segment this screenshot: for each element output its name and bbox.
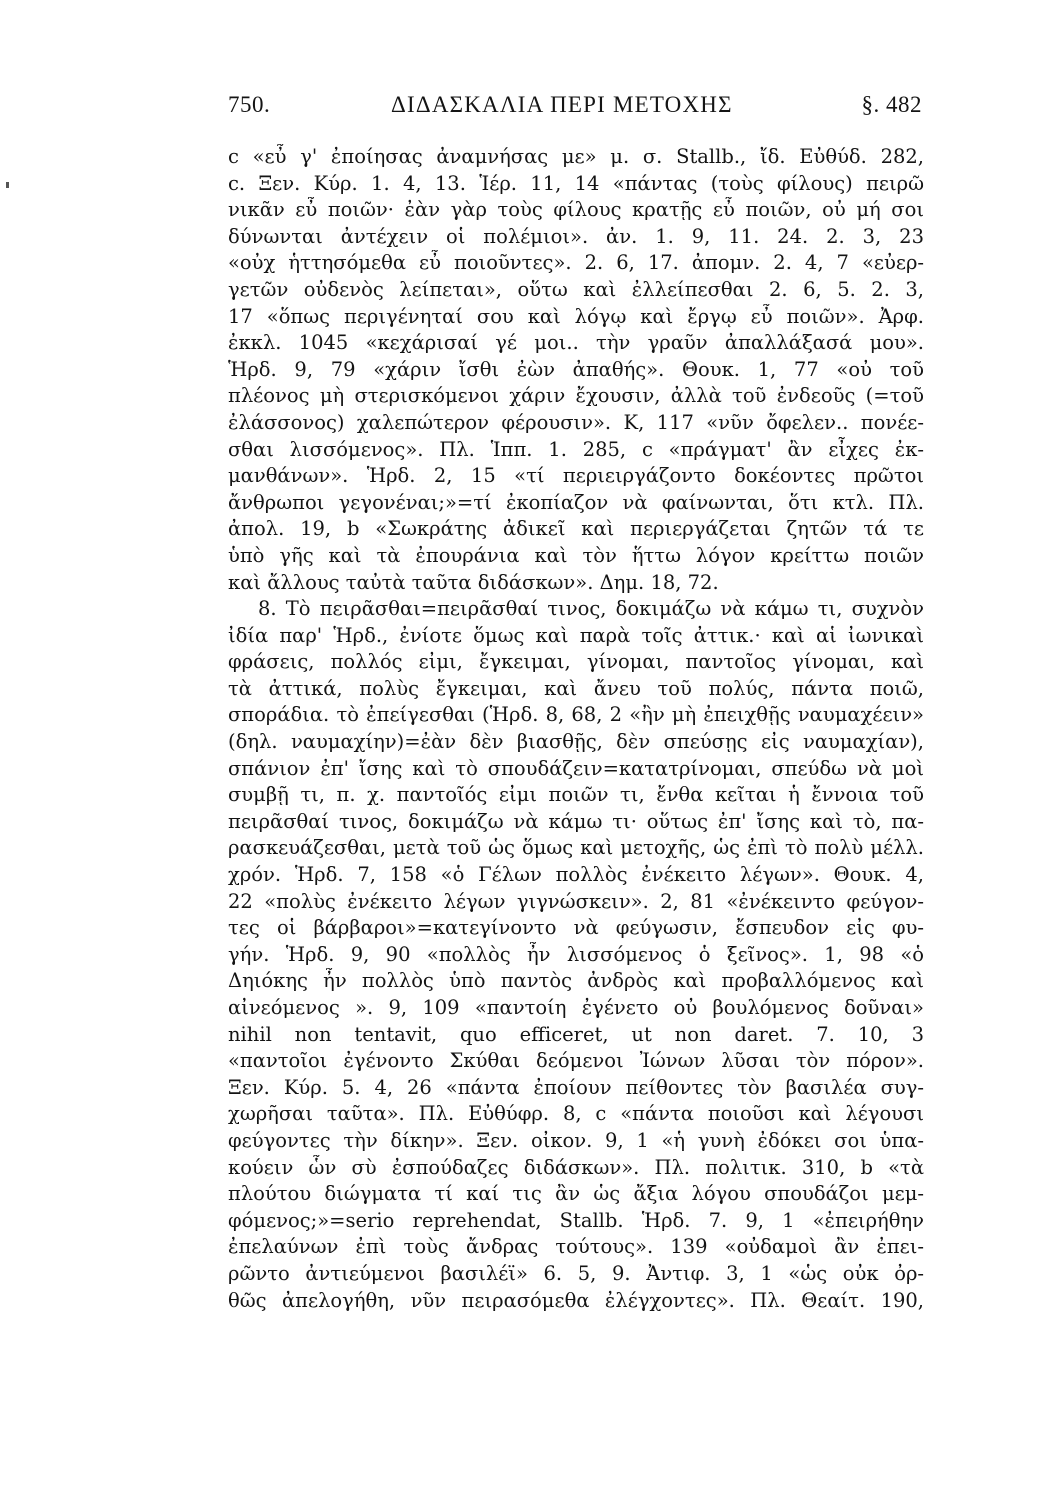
text-line: ἀπολ. 19, b «Σωκράτης ἀδικεῖ καὶ περιεργάζεται ζητῶν τά τε	[228, 517, 924, 541]
text-line: πλούτου διώγματα τί καί τις ἂν ὡς ἄξια λόγου σπουδάζοι μεμ-	[228, 1182, 924, 1206]
text-line: ἐπελαύνων ἐπὶ τοὺς ἄνδρας τούτους». 139 «οὐδαμοὶ ἂν ἐπει-	[228, 1235, 924, 1259]
page-number: 750.	[228, 92, 271, 117]
text-line: γήν. Ἡρδ. 9, 90 «πολλὸς ἦν λισσόμενος ὁ ξεῖνος». 1, 98 «ὁ	[228, 942, 924, 966]
text-line: «παντοῖοι ἐγένοντο Σκύθαι δεόμενοι Ἰώνων λῦσαι τὸν πόρον».	[228, 1049, 924, 1073]
text-line: c. Ξεν. Κύρ. 1. 4, 13. Ἱέρ. 11, 14 «πάντας (τοὺς φίλους) πειρῶ	[228, 171, 924, 195]
text-line: ἐκκλ. 1045 «κεχάρισαί γέ μοι.. τὴν γραῦν ἀπαλλάξασά μου».	[228, 331, 924, 355]
text-line: ἄνθρωποι γεγονέναι;»=τί ἐκοπίαζον νὰ φαίνωνται, ὅτι κτλ. Πλ.	[228, 490, 924, 514]
text-line: 17 «ὅπως περιγένηταί σου καὶ λόγῳ καὶ ἔργῳ εὖ ποιῶν». Ἀρφ.	[228, 304, 924, 328]
text-line: θῶς ἀπελογήθη, νῦν πειρασόμεθα ἐλέγχοντες». Πλ. Θεαίτ. 190,	[228, 1288, 924, 1312]
text-line	[228, 1314, 924, 1341]
text-line: ρῶντο ἀντιεύμενοι βασιλέϊ» 6. 5, 9. Ἀντιφ. 3, 1 «ὡς οὐκ ὀρ-	[228, 1261, 924, 1285]
text-line: συμβῇ τι, π. χ. παντοῖός εἰμι ποιῶν τι, ἔνθα κεῖται ἡ ἔννοια τοῦ	[228, 783, 924, 807]
text-line: μανθάνων». Ἡρδ. 2, 15 «τί περιειργάζοντο δοκέοντες πρῶτοι	[228, 464, 924, 488]
running-header	[228, 92, 922, 128]
body-text	[228, 144, 924, 1341]
text-line: 22 «πολὺς ἐνέκειτο λέγων γιγνώσκειν». 2, 81 «ἐνέκειντο φεύγον-	[228, 889, 924, 913]
text-line: γετῶν οὐδενὸς λείπεται», οὕτω καὶ ἐλλείπεσθαι 2. 6, 5. 2. 3,	[228, 277, 924, 301]
text-line: καὶ ἄλλους ταὐτὰ ταῦτα διδάσκων». Δημ. 18, 72.	[228, 570, 719, 594]
text-line: σπάνιον ἐπ' ἴσης καὶ τὸ σπουδάζειν=κατατρίνομαι, σπεύδω νὰ μοὶ	[228, 756, 924, 780]
text-line: Δηιόκης ἦν πολλὸς ὑπὸ παντὸς ἀνδρὸς καὶ προβαλλόμενος καὶ	[228, 969, 924, 993]
text-line: φεύγοντες τὴν δίκην». Ξεν. οἰκον. 9, 1 «ἡ γυνὴ ἐδόκει σοι ὑπα-	[228, 1128, 924, 1152]
text-line: κούειν ὧν σὺ ἐσπούδαζες διδάσκων». Πλ. πολιτικ. 310, b «τὰ	[228, 1155, 924, 1179]
text-line: πειρᾶσθαί τινος, δοκιμάζω νὰ κάμω τι· οὕτως ἐπ' ἴσης καὶ τὸ, πα-	[228, 809, 924, 833]
paragraph-start-line: 8. Τὸ πειρᾶσθαι=πειρᾶσθαί τινος, δοκιμάζω νὰ κάμω τι, συχνὸν	[258, 597, 924, 621]
text-line: nihil non tentavit, quo efficeret, ut non daret. 7. 10, 3	[228, 1022, 924, 1046]
text-line: ἰδία παρ' Ἡρδ., ἐνίοτε ὅμως καὶ παρὰ τοῖς ἀττικ.· καὶ αἱ ἰωνικαὶ	[228, 623, 924, 647]
text-line: «οὐχ ἡττησόμεθα εὖ ποιοῦντες». 2. 6, 17. ἀπομν. 2. 4, 7 «εὐερ-	[228, 251, 924, 275]
text-line: φόμενος;»=serio reprehendat, Stallb. Ἡρδ. 7. 9, 1 «ἐπειρήθην	[228, 1208, 924, 1232]
text-line: τες οἱ βάρβαροι»=κατεγίνοντο νὰ φεύγωσιν, ἔσπευδον εἰς φυ-	[228, 916, 924, 940]
running-title: ΔΙΔΑΣΚΑΛΙΑ ΠΕΡΙ ΜΕΤΟΧΗΣ	[391, 92, 733, 117]
text-line: ρασκευάζεσθαι, μετὰ τοῦ ὡς ὅμως καὶ μετοχῆς, ὡς ἐπὶ τὸ πολὺ μέλλ.	[228, 836, 924, 860]
margin-mark	[6, 182, 9, 188]
text-line: (δηλ. ναυμαχίην)=ἐὰν δὲν βιασθῇς, δὲν σπεύσῃς εἰς ναυμαχίαν),	[228, 730, 924, 754]
text-line: αἰνεόμενος ». 9, 109 «παντοίη ἐγένετο οὐ βουλόμενος δοῦναι»	[228, 996, 924, 1019]
text-line: Ἡρδ. 9, 79 «χάριν ἴσθι ἐὼν ἀπαθής». Θουκ. 1, 77 «οὐ τοῦ	[228, 357, 924, 381]
text-line: σποράδια. τὸ ἐπείγεσθαι (Ἡρδ. 8, 68, 2 «ἢν μὴ ἐπειχθῇς ναυμαχέειν»	[228, 703, 924, 727]
text-line: χρόν. Ἡρδ. 7, 158 «ὁ Γέλων πολλὸς ἐνέκειτο λέγων». Θουκ. 4,	[228, 863, 924, 887]
section-number: §. 482	[861, 92, 922, 117]
text-line: τὰ ἀττικά, πολὺς ἔγκειμαι, καὶ ἄνευ τοῦ πολύς, πάντα ποιῶ,	[228, 676, 924, 700]
text-line: χωρῆσαι ταῦτα». Πλ. Εὐθύφρ. 8, c «πάντα ποιοῦσι καὶ λέγουσι	[228, 1102, 924, 1126]
text-line: ἐλάσσονος) χαλεπώτερον φέρουσιν». Κ, 117 «νῦν ὄφελεν.. πονέε-	[228, 410, 924, 434]
text-line: δύνωνται ἀντέχειν οἱ πολέμιοι». ἀν. 1. 9, 11. 24. 2. 3, 23	[228, 224, 924, 248]
text-line: c «εὖ γ' ἐποίησας ἀναμνήσας με» μ. σ. Stallb., ἴδ. Εὐθύδ. 282,	[228, 145, 924, 168]
text-line: νικᾶν εὖ ποιῶν· ἐὰν γὰρ τοὺς φίλους κρατῇς εὖ ποιῶν, οὐ μή σοι	[228, 198, 924, 222]
text-line: Ξεν. Κύρ. 5. 4, 26 «πάντα ἐποίουν πείθοντες τὸν βασιλέα συγ-	[228, 1075, 924, 1099]
text-line: σθαι λισσόμενος». Πλ. Ἱππ. 1. 285, c «πράγματ' ἂν εἶχες ἐκ-	[228, 437, 924, 461]
text-line: πλέονος μὴ στερισκόμενοι χάριν ἔχουσιν, ἀλλὰ τοῦ ἐνδεοῦς (=τοῦ	[228, 384, 924, 408]
text-line: ὑπὸ γῆς καὶ τὰ ἐπουράνια καὶ τὸν ἥττω λόγον κρείττω ποιῶν	[228, 543, 924, 567]
text-line: φράσεις, πολλός εἰμι, ἔγκειμαι, γίνομαι, παντοῖος γίνομαι, καὶ	[228, 650, 924, 674]
